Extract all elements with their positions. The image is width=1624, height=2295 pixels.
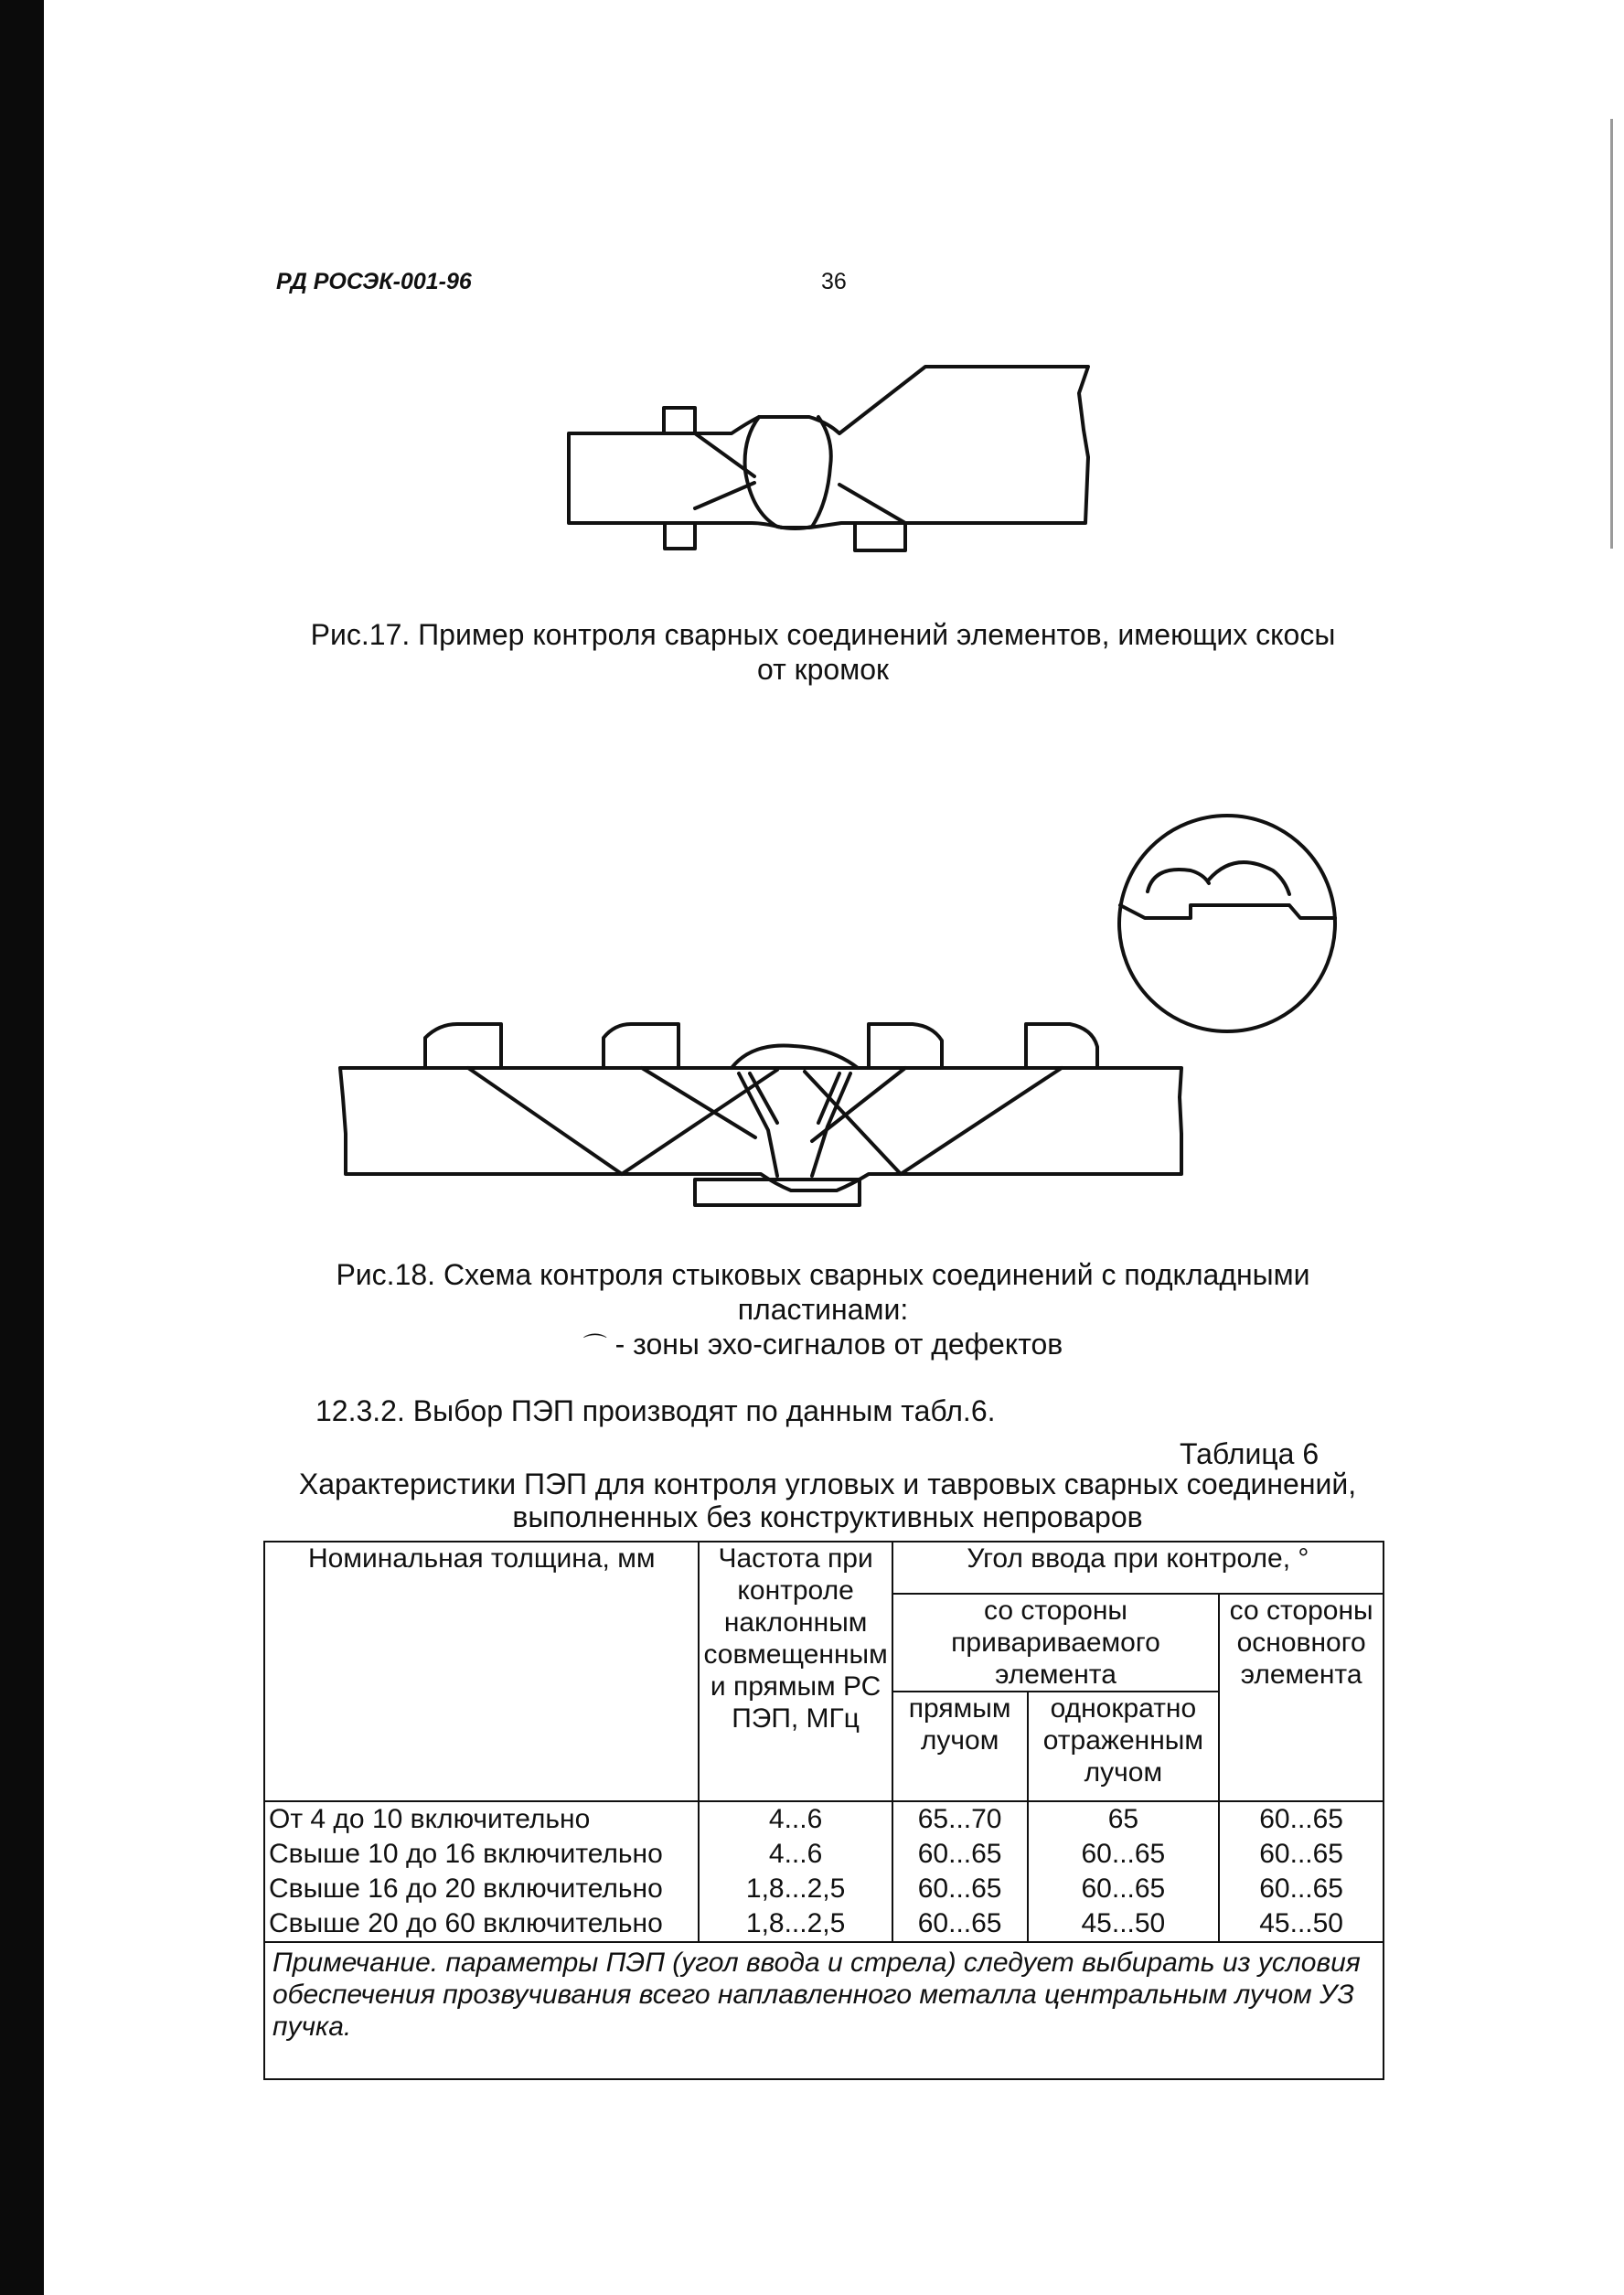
defect-zone-icon: ⌒ [582,1332,607,1360]
table-title-line1: Характеристики ПЭП для контроля угловых и тавровых сварных соединений, [298,1468,1357,1500]
figure-18-caption-line2: пластинами: [737,1293,909,1326]
table-row [264,1906,1384,1942]
cell-thickness: Свыше 20 до 60 включительно [264,1906,699,1942]
header-welded-side: со стороны привариваемого элемента [892,1594,1220,1692]
figure-17-caption-line1: Рис.17. Пример контроля сварных соединений элементов, имеющих скосы [310,618,1336,651]
cell-base: 60...65 [1219,1872,1384,1906]
figure-17-caption [274,617,1372,687]
cell-direct: 60...65 [892,1906,1028,1942]
scan-edge-line [1610,119,1613,549]
header-frequency: Частота при контроле наклонным совмещенным и прямым РС ПЭП, МГц [699,1542,892,1801]
figure-18-caption-line1: Рис.18. Схема контроля стыковых сварных соединений с подкладными [336,1258,1310,1291]
cell-base: 60...65 [1219,1837,1384,1872]
table-6 [263,1541,1384,2080]
header-direct: прямым лучом [892,1692,1028,1801]
scan-edge [0,0,44,2295]
header-reflected: однократно отраженным лучом [1028,1692,1220,1801]
figure-18-caption [274,1257,1372,1363]
cell-reflected: 45...50 [1028,1906,1220,1942]
cell-reflected: 65 [1028,1801,1220,1837]
figure-18-legend-text: - зоны эхо-сигналов от дефектов [606,1328,1063,1361]
defect-zone-callout-circle [1119,816,1335,1031]
cell-base: 60...65 [1219,1801,1384,1837]
cell-frequency: 1,8...2,5 [699,1906,892,1942]
document-code: РД РОСЭК-001-96 [276,269,472,294]
table-row [264,1872,1384,1906]
cell-frequency: 4...6 [699,1837,892,1872]
header-thickness: Номинальная толщина, мм [264,1542,699,1801]
header-angle: Угол ввода при контроле, ° [892,1542,1384,1594]
figure-17-caption-line2: от кромок [756,653,890,686]
cell-thickness: От 4 до 10 включительно [264,1801,699,1837]
table-row [264,1837,1384,1872]
table-number: Таблица 6 [1180,1437,1320,1470]
header-base-side: со стороны основного элемента [1219,1594,1384,1801]
table-title [265,1468,1390,1533]
cell-reflected: 60...65 [1028,1837,1220,1872]
cell-direct: 60...65 [892,1837,1028,1872]
table-note: Примечание. параметры ПЭП (угол ввода и стрела) следует выбирать из условия обеспечения прозвучивания всего наплавленного металла центральным лучом УЗ пучка. [264,1942,1384,2079]
figure-18-legend [274,1327,1372,1363]
cell-frequency: 4...6 [699,1801,892,1837]
cell-frequency: 1,8...2,5 [699,1872,892,1906]
table-row [264,1801,1384,1837]
cell-base: 45...50 [1219,1906,1384,1942]
paragraph-12-3-2: 12.3.2. Выбор ПЭП производят по данным табл.6. [315,1394,996,1427]
page-number: 36 [821,269,847,294]
cell-thickness: Свыше 10 до 16 включительно [264,1837,699,1872]
cell-direct: 60...65 [892,1872,1028,1906]
cell-direct: 65...70 [892,1801,1028,1837]
cell-reflected: 60...65 [1028,1872,1220,1906]
table-title-line2: выполненных без конструктивных непроваров [512,1500,1143,1533]
cell-thickness: Свыше 16 до 20 включительно [264,1872,699,1906]
